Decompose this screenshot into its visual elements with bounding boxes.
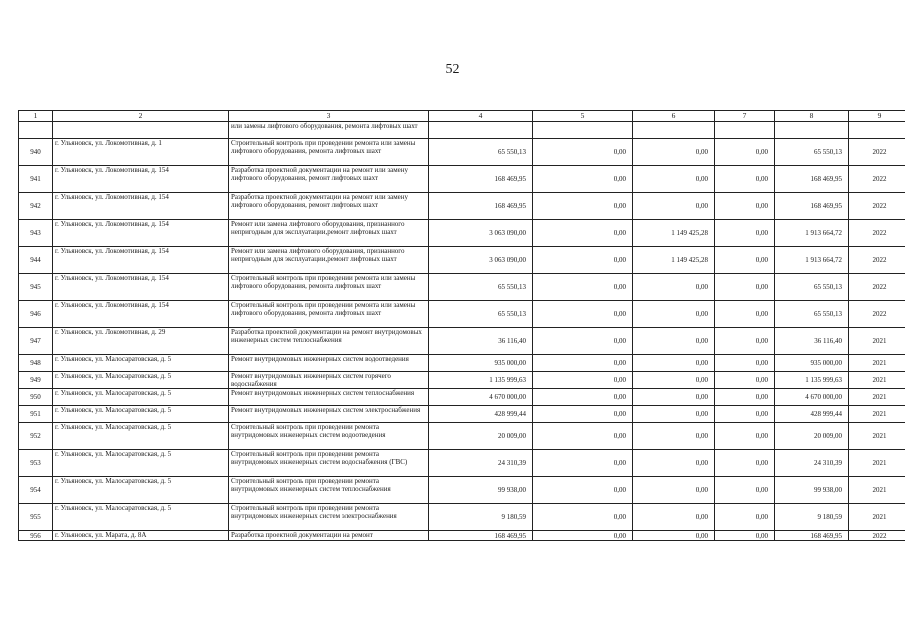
fund-cost-cell: 0,00 bbox=[533, 372, 633, 389]
address-cell: г. Ульяновск, ул. Марата, д. 8А bbox=[53, 531, 229, 541]
table-row bbox=[19, 389, 905, 406]
total-cost-cell: 3 063 090,00 bbox=[429, 220, 533, 247]
row-number: 944 bbox=[19, 247, 53, 274]
local-budget-cell: 0,00 bbox=[715, 139, 775, 166]
year-cell: 2021 bbox=[849, 406, 905, 423]
year-cell: 2021 bbox=[849, 389, 905, 406]
address-cell: г. Ульяновск, ул. Локомотивная, д. 154 bbox=[53, 193, 229, 220]
year-cell: 2021 bbox=[849, 504, 905, 531]
year-cell: 2022 bbox=[849, 193, 905, 220]
work-description-cell: Строительный контроль при проведении ремонта внутридомовых инженерных систем теплоснабжения bbox=[229, 477, 429, 504]
table-row bbox=[19, 166, 905, 193]
total-cost-cell: 65 550,13 bbox=[429, 301, 533, 328]
row-number: 947 bbox=[19, 328, 53, 355]
continuation-text: или замены лифтового оборудования, ремонта лифтовых шахт bbox=[229, 122, 429, 139]
budget-cost-cell: 1 149 425,28 bbox=[633, 247, 715, 274]
year-cell: 2021 bbox=[849, 450, 905, 477]
year-cell: 2022 bbox=[849, 166, 905, 193]
local-budget-cell: 0,00 bbox=[715, 193, 775, 220]
local-budget-cell: 0,00 bbox=[715, 301, 775, 328]
budget-cost-cell: 0,00 bbox=[633, 301, 715, 328]
table-row bbox=[19, 423, 905, 450]
table-row bbox=[19, 328, 905, 355]
work-description-cell: Строительный контроль при проведении ремонта внутридомовых инженерных систем водоснабжения (ГВС) bbox=[229, 450, 429, 477]
table-row bbox=[19, 355, 905, 372]
total-cost-cell: 4 670 000,00 bbox=[429, 389, 533, 406]
column-header: 5 bbox=[533, 111, 633, 122]
total-cost-cell: 24 310,39 bbox=[429, 450, 533, 477]
work-description-cell: Разработка проектной документации на ремонт или замену лифтового оборудования, ремонт лифтовых шахт bbox=[229, 193, 429, 220]
fund-cost-cell: 0,00 bbox=[533, 328, 633, 355]
address-cell: г. Ульяновск, ул. Малосаратовская, д. 5 bbox=[53, 406, 229, 423]
row-number: 941 bbox=[19, 166, 53, 193]
local-budget-cell: 0,00 bbox=[715, 355, 775, 372]
owners-cost-cell: 935 000,00 bbox=[775, 355, 849, 372]
column-header: 7 bbox=[715, 111, 775, 122]
budget-cost-cell: 0,00 bbox=[633, 274, 715, 301]
total-cost-cell: 3 063 090,00 bbox=[429, 247, 533, 274]
local-budget-cell: 0,00 bbox=[715, 274, 775, 301]
address-cell: г. Ульяновск, ул. Локомотивная, д. 1 bbox=[53, 139, 229, 166]
fund-cost-cell: 0,00 bbox=[533, 406, 633, 423]
row-number: 942 bbox=[19, 193, 53, 220]
local-budget-cell: 0,00 bbox=[715, 220, 775, 247]
address-cell: г. Ульяновск, ул. Малосаратовская, д. 5 bbox=[53, 423, 229, 450]
fund-cost-cell: 0,00 bbox=[533, 301, 633, 328]
owners-cost-cell: 99 938,00 bbox=[775, 477, 849, 504]
address-cell: г. Ульяновск, ул. Малосаратовская, д. 5 bbox=[53, 355, 229, 372]
owners-cost-cell: 1 135 999,63 bbox=[775, 372, 849, 389]
table-row bbox=[19, 301, 905, 328]
row-number: 951 bbox=[19, 406, 53, 423]
address-cell: г. Ульяновск, ул. Локомотивная, д. 154 bbox=[53, 274, 229, 301]
table-row bbox=[19, 504, 905, 531]
column-header: 6 bbox=[633, 111, 715, 122]
work-description-cell: Ремонт или замена лифтового оборудования, признанного непригодным для эксплуатации,ремонт лифтовых шахт bbox=[229, 220, 429, 247]
total-cost-cell: 99 938,00 bbox=[429, 477, 533, 504]
budget-cost-cell: 0,00 bbox=[633, 531, 715, 541]
budget-cost-cell: 0,00 bbox=[633, 355, 715, 372]
table-row bbox=[19, 193, 905, 220]
work-description-cell: Разработка проектной документации на ремонт внутридомовых инженерных систем теплоснабжения bbox=[229, 328, 429, 355]
address-cell: г. Ульяновск, ул. Малосаратовская, д. 5 bbox=[53, 389, 229, 406]
row-number: 946 bbox=[19, 301, 53, 328]
total-cost-cell: 65 550,13 bbox=[429, 274, 533, 301]
local-budget-cell: 0,00 bbox=[715, 328, 775, 355]
budget-cost-cell: 0,00 bbox=[633, 406, 715, 423]
local-budget-cell: 0,00 bbox=[715, 247, 775, 274]
budget-cost-cell: 0,00 bbox=[633, 328, 715, 355]
fund-cost-cell: 0,00 bbox=[533, 355, 633, 372]
address-cell: г. Ульяновск, ул. Малосаратовская, д. 5 bbox=[53, 372, 229, 389]
total-cost-cell: 168 469,95 bbox=[429, 193, 533, 220]
work-description-cell: Разработка проектной документации на ремонт bbox=[229, 531, 429, 541]
owners-cost-cell: 24 310,39 bbox=[775, 450, 849, 477]
address-cell: г. Ульяновск, ул. Малосаратовская, д. 5 bbox=[53, 477, 229, 504]
registry-table bbox=[18, 110, 905, 541]
owners-cost-cell: 168 469,95 bbox=[775, 193, 849, 220]
year-cell: 2021 bbox=[849, 355, 905, 372]
local-budget-cell: 0,00 bbox=[715, 166, 775, 193]
table-row bbox=[19, 139, 905, 166]
owners-cost-cell: 65 550,13 bbox=[775, 139, 849, 166]
fund-cost-cell: 0,00 bbox=[533, 389, 633, 406]
budget-cost-cell: 0,00 bbox=[633, 166, 715, 193]
owners-cost-cell: 36 116,40 bbox=[775, 328, 849, 355]
total-cost-cell: 168 469,95 bbox=[429, 531, 533, 541]
budget-cost-cell: 0,00 bbox=[633, 477, 715, 504]
year-cell: 2022 bbox=[849, 247, 905, 274]
header-row bbox=[19, 111, 905, 122]
table-row bbox=[19, 450, 905, 477]
address-cell: г. Ульяновск, ул. Локомотивная, д. 29 bbox=[53, 328, 229, 355]
table-row bbox=[19, 220, 905, 247]
column-header: 1 bbox=[19, 111, 53, 122]
year-cell: 2022 bbox=[849, 274, 905, 301]
total-cost-cell: 168 469,95 bbox=[429, 166, 533, 193]
table-row bbox=[19, 274, 905, 301]
fund-cost-cell: 0,00 bbox=[533, 166, 633, 193]
table-row bbox=[19, 531, 905, 541]
owners-cost-cell: 65 550,13 bbox=[775, 301, 849, 328]
row-number: 940 bbox=[19, 139, 53, 166]
year-cell: 2021 bbox=[849, 423, 905, 450]
registry-body bbox=[19, 111, 905, 541]
address-cell: г. Ульяновск, ул. Локомотивная, д. 154 bbox=[53, 166, 229, 193]
year-cell: 2021 bbox=[849, 477, 905, 504]
owners-cost-cell: 65 550,13 bbox=[775, 274, 849, 301]
budget-cost-cell: 0,00 bbox=[633, 450, 715, 477]
work-description-cell: Разработка проектной документации на ремонт или замену лифтового оборудования, ремонт лифтовых шахт bbox=[229, 166, 429, 193]
column-header: 2 bbox=[53, 111, 229, 122]
budget-cost-cell: 0,00 bbox=[633, 389, 715, 406]
row-number: 952 bbox=[19, 423, 53, 450]
owners-cost-cell: 9 180,59 bbox=[775, 504, 849, 531]
total-cost-cell: 65 550,13 bbox=[429, 139, 533, 166]
fund-cost-cell: 0,00 bbox=[533, 477, 633, 504]
table-row bbox=[19, 406, 905, 423]
total-cost-cell: 20 009,00 bbox=[429, 423, 533, 450]
budget-cost-cell: 1 149 425,28 bbox=[633, 220, 715, 247]
total-cost-cell: 1 135 999,63 bbox=[429, 372, 533, 389]
work-description-cell: Ремонт внутридомовых инженерных систем электроснабжения bbox=[229, 406, 429, 423]
row-number: 955 bbox=[19, 504, 53, 531]
column-header: 9 bbox=[849, 111, 905, 122]
year-cell: 2021 bbox=[849, 372, 905, 389]
row-number: 943 bbox=[19, 220, 53, 247]
fund-cost-cell: 0,00 bbox=[533, 423, 633, 450]
table-row bbox=[19, 372, 905, 389]
work-description-cell: Строительный контроль при проведении ремонта внутридомовых инженерных систем электроснабжения bbox=[229, 504, 429, 531]
total-cost-cell: 9 180,59 bbox=[429, 504, 533, 531]
owners-cost-cell: 20 009,00 bbox=[775, 423, 849, 450]
owners-cost-cell: 428 999,44 bbox=[775, 406, 849, 423]
budget-cost-cell: 0,00 bbox=[633, 372, 715, 389]
year-cell: 2021 bbox=[849, 328, 905, 355]
row-number: 953 bbox=[19, 450, 53, 477]
local-budget-cell: 0,00 bbox=[715, 477, 775, 504]
local-budget-cell: 0,00 bbox=[715, 504, 775, 531]
work-description-cell: Ремонт внутридомовых инженерных систем теплоснабжения bbox=[229, 389, 429, 406]
fund-cost-cell: 0,00 bbox=[533, 504, 633, 531]
address-cell: г. Ульяновск, ул. Локомотивная, д. 154 bbox=[53, 301, 229, 328]
work-description-cell: Строительный контроль при проведении ремонта или замены лифтового оборудования, ремонта лифтовых шахт bbox=[229, 274, 429, 301]
work-description-cell: Строительный контроль при проведении ремонта или замены лифтового оборудования, ремонта лифтовых шахт bbox=[229, 301, 429, 328]
address-cell: г. Ульяновск, ул. Малосаратовская, д. 5 bbox=[53, 504, 229, 531]
local-budget-cell: 0,00 bbox=[715, 372, 775, 389]
fund-cost-cell: 0,00 bbox=[533, 220, 633, 247]
work-description-cell: Ремонт или замена лифтового оборудования, признанного непригодным для эксплуатации,ремонт лифтовых шахт bbox=[229, 247, 429, 274]
total-cost-cell: 935 000,00 bbox=[429, 355, 533, 372]
local-budget-cell: 0,00 bbox=[715, 389, 775, 406]
local-budget-cell: 0,00 bbox=[715, 531, 775, 541]
year-cell: 2022 bbox=[849, 139, 905, 166]
owners-cost-cell: 1 913 664,72 bbox=[775, 220, 849, 247]
row-number: 949 bbox=[19, 372, 53, 389]
row-number: 954 bbox=[19, 477, 53, 504]
budget-cost-cell: 0,00 bbox=[633, 504, 715, 531]
column-header: 3 bbox=[229, 111, 429, 122]
local-budget-cell: 0,00 bbox=[715, 423, 775, 450]
total-cost-cell: 36 116,40 bbox=[429, 328, 533, 355]
fund-cost-cell: 0,00 bbox=[533, 193, 633, 220]
table-row bbox=[19, 477, 905, 504]
budget-cost-cell: 0,00 bbox=[633, 139, 715, 166]
fund-cost-cell: 0,00 bbox=[533, 139, 633, 166]
table-row bbox=[19, 247, 905, 274]
row-number: 950 bbox=[19, 389, 53, 406]
fund-cost-cell: 0,00 bbox=[533, 247, 633, 274]
year-cell: 2022 bbox=[849, 301, 905, 328]
owners-cost-cell: 1 913 664,72 bbox=[775, 247, 849, 274]
row-number: 956 bbox=[19, 531, 53, 541]
year-cell: 2022 bbox=[849, 220, 905, 247]
page-number: 52 bbox=[445, 62, 460, 77]
work-description-cell: Ремонт внутридомовых инженерных систем водоотведения bbox=[229, 355, 429, 372]
row-number: 948 bbox=[19, 355, 53, 372]
work-description-cell: Ремонт внутридомовых инженерных систем горячего водоснабжения bbox=[229, 372, 429, 389]
owners-cost-cell: 168 469,95 bbox=[775, 166, 849, 193]
address-cell: г. Ульяновск, ул. Локомотивная, д. 154 bbox=[53, 220, 229, 247]
year-cell: 2022 bbox=[849, 531, 905, 541]
column-header: 4 bbox=[429, 111, 533, 122]
owners-cost-cell: 168 469,95 bbox=[775, 531, 849, 541]
budget-cost-cell: 0,00 bbox=[633, 423, 715, 450]
address-cell: г. Ульяновск, ул. Локомотивная, д. 154 bbox=[53, 247, 229, 274]
work-description-cell: Строительный контроль при проведении ремонта или замены лифтового оборудования, ремонта лифтовых шахт bbox=[229, 139, 429, 166]
fund-cost-cell: 0,00 bbox=[533, 450, 633, 477]
address-cell: г. Ульяновск, ул. Малосаратовская, д. 5 bbox=[53, 450, 229, 477]
local-budget-cell: 0,00 bbox=[715, 406, 775, 423]
fund-cost-cell: 0,00 bbox=[533, 531, 633, 541]
budget-cost-cell: 0,00 bbox=[633, 193, 715, 220]
row-number: 945 bbox=[19, 274, 53, 301]
fund-cost-cell: 0,00 bbox=[533, 274, 633, 301]
total-cost-cell: 428 999,44 bbox=[429, 406, 533, 423]
column-header: 8 bbox=[775, 111, 849, 122]
work-description-cell: Строительный контроль при проведении ремонта внутридомовых инженерных систем водоотведения bbox=[229, 423, 429, 450]
continuation-row bbox=[19, 122, 905, 139]
owners-cost-cell: 4 670 000,00 bbox=[775, 389, 849, 406]
local-budget-cell: 0,00 bbox=[715, 450, 775, 477]
